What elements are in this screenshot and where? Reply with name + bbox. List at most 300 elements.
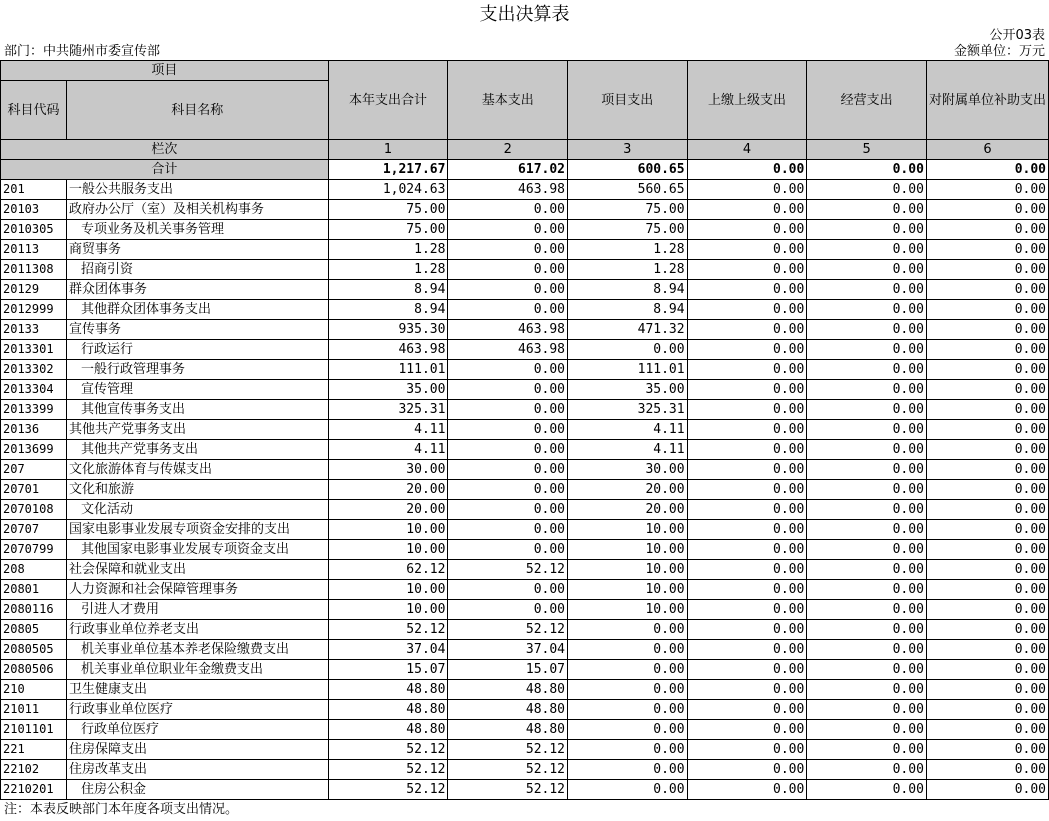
page-title: 支出决算表 [479, 4, 570, 25]
total-value: 0.00 [687, 160, 807, 180]
subject-name: 文化和旅游 [66, 480, 328, 500]
amount-cell: 0.00 [687, 640, 807, 660]
amount-cell: 48.80 [328, 720, 448, 740]
subject-name: 行政单位医疗 [66, 720, 328, 740]
amount-cell: 1.28 [568, 240, 688, 260]
amount-cell: 0.00 [807, 640, 927, 660]
amount-cell: 52.12 [328, 760, 448, 780]
amount-cell: 0.00 [926, 260, 1048, 280]
amount-cell: 0.00 [687, 180, 807, 200]
amount-cell: 0.00 [926, 680, 1048, 700]
column-number: 1 [328, 140, 448, 160]
amount-cell: 0.00 [568, 620, 688, 640]
subject-code: 2013302 [1, 360, 67, 380]
table-row [1, 260, 1049, 280]
amount-cell: 0.00 [687, 560, 807, 580]
subject-code: 2070799 [1, 540, 67, 560]
subject-name: 政府办公厅（室）及相关机构事务 [66, 200, 328, 220]
amount-cell: 0.00 [926, 220, 1048, 240]
amount-cell: 0.00 [448, 420, 568, 440]
amount-cell: 52.12 [448, 760, 568, 780]
amount-cell: 0.00 [448, 520, 568, 540]
amount-cell: 1.28 [328, 260, 448, 280]
amount-cell: 0.00 [807, 540, 927, 560]
table-row [1, 620, 1049, 640]
amount-cell: 0.00 [926, 500, 1048, 520]
table-row [1, 660, 1049, 680]
table-row [1, 220, 1049, 240]
table-row [1, 340, 1049, 360]
amount-cell: 0.00 [568, 660, 688, 680]
subject-name: 机关事业单位基本养老保险缴费支出 [66, 640, 328, 660]
amount-cell: 0.00 [807, 580, 927, 600]
subject-name: 其他宣传事务支出 [66, 400, 328, 420]
amount-cell: 0.00 [926, 180, 1048, 200]
subject-name: 宣传事务 [66, 320, 328, 340]
amount-cell: 0.00 [926, 640, 1048, 660]
amount-cell: 48.80 [448, 720, 568, 740]
amount-cell: 325.31 [328, 400, 448, 420]
amount-cell: 0.00 [926, 560, 1048, 580]
subject-code: 2080505 [1, 640, 67, 660]
subject-name: 人力资源和社会保障管理事务 [66, 580, 328, 600]
amount-cell: 0.00 [568, 700, 688, 720]
amount-cell: 20.00 [568, 480, 688, 500]
amount-cell: 471.32 [568, 320, 688, 340]
amount-cell: 0.00 [807, 260, 927, 280]
table-row [1, 640, 1049, 660]
subject-name: 行政运行 [66, 340, 328, 360]
subject-code: 2013699 [1, 440, 67, 460]
unit-label: 金额单位：万元 [953, 44, 1045, 59]
subject-code: 20133 [1, 320, 67, 340]
amount-cell: 0.00 [926, 200, 1048, 220]
amount-cell: 0.00 [807, 600, 927, 620]
subject-name: 群众团体事务 [66, 280, 328, 300]
amount-cell: 0.00 [926, 540, 1048, 560]
amount-cell: 30.00 [568, 460, 688, 480]
table-row [1, 680, 1049, 700]
amount-cell: 0.00 [448, 600, 568, 620]
amount-cell: 0.00 [687, 780, 807, 800]
amount-cell: 0.00 [568, 680, 688, 700]
table-row [1, 560, 1049, 580]
table-row [1, 300, 1049, 320]
amount-cell: 0.00 [807, 740, 927, 760]
subject-code: 21011 [1, 700, 67, 720]
subject-name: 文化旅游体育与传媒支出 [66, 460, 328, 480]
subject-name: 住房公积金 [66, 780, 328, 800]
table-row [1, 280, 1049, 300]
amount-cell: 75.00 [568, 220, 688, 240]
table-row [1, 440, 1049, 460]
subject-code: 221 [1, 740, 67, 760]
header-col-4: 上缴上级支出 [687, 61, 807, 140]
amount-cell: 0.00 [448, 400, 568, 420]
amount-cell: 0.00 [687, 760, 807, 780]
amount-cell: 0.00 [568, 340, 688, 360]
footnote: 注：本表反映部门本年度各项支出情况。 [4, 802, 239, 817]
amount-cell: 111.01 [568, 360, 688, 380]
department-label: 部门：中共随州市委宣传部 [4, 44, 161, 59]
subject-name: 文化活动 [66, 500, 328, 520]
amount-cell: 0.00 [448, 200, 568, 220]
table-body [1, 61, 1049, 800]
amount-cell: 111.01 [328, 360, 448, 380]
amount-cell: 52.12 [448, 740, 568, 760]
table-row [1, 580, 1049, 600]
amount-cell: 0.00 [926, 620, 1048, 640]
form-number: 公开03表 [989, 28, 1045, 43]
amount-cell: 4.11 [328, 420, 448, 440]
amount-cell: 1,024.63 [328, 180, 448, 200]
amount-cell: 0.00 [448, 460, 568, 480]
subject-code: 20129 [1, 280, 67, 300]
header-col-5: 经营支出 [807, 61, 927, 140]
subject-code: 22102 [1, 760, 67, 780]
subject-name: 引进人才费用 [66, 600, 328, 620]
amount-cell: 0.00 [807, 400, 927, 420]
table-row [1, 480, 1049, 500]
amount-cell: 0.00 [807, 700, 927, 720]
amount-cell: 52.12 [448, 620, 568, 640]
table-row [1, 360, 1049, 380]
amount-cell: 0.00 [687, 440, 807, 460]
header-col-2: 基本支出 [448, 61, 568, 140]
subject-code: 20707 [1, 520, 67, 540]
amount-cell: 0.00 [687, 460, 807, 480]
amount-cell: 52.12 [328, 780, 448, 800]
column-number: 5 [807, 140, 927, 160]
amount-cell: 0.00 [687, 340, 807, 360]
amount-cell: 0.00 [687, 260, 807, 280]
amount-cell: 0.00 [687, 220, 807, 240]
amount-cell: 0.00 [687, 420, 807, 440]
subject-code: 2013399 [1, 400, 67, 420]
table-row [1, 180, 1049, 200]
department-line [0, 44, 1049, 60]
amount-cell: 0.00 [807, 760, 927, 780]
table-row [1, 600, 1049, 620]
amount-cell: 0.00 [926, 400, 1048, 420]
amount-cell: 0.00 [807, 240, 927, 260]
amount-cell: 0.00 [448, 260, 568, 280]
amount-cell: 0.00 [687, 660, 807, 680]
subject-code: 210 [1, 680, 67, 700]
amount-cell: 8.94 [328, 300, 448, 320]
amount-cell: 0.00 [926, 420, 1048, 440]
amount-cell: 35.00 [328, 380, 448, 400]
amount-cell: 0.00 [807, 680, 927, 700]
total-value: 0.00 [926, 160, 1048, 180]
subject-code: 2013301 [1, 340, 67, 360]
amount-cell: 0.00 [926, 320, 1048, 340]
amount-cell: 0.00 [448, 380, 568, 400]
lanci-label: 栏次 [1, 140, 329, 160]
amount-cell: 1.28 [568, 260, 688, 280]
amount-cell: 0.00 [926, 340, 1048, 360]
amount-cell: 20.00 [328, 500, 448, 520]
amount-cell: 0.00 [926, 360, 1048, 380]
amount-cell: 0.00 [807, 560, 927, 580]
subject-code: 20103 [1, 200, 67, 220]
amount-cell: 0.00 [926, 440, 1048, 460]
amount-cell: 48.80 [328, 700, 448, 720]
amount-cell: 0.00 [926, 480, 1048, 500]
amount-cell: 560.65 [568, 180, 688, 200]
expenditure-table [0, 60, 1049, 800]
amount-cell: 0.00 [926, 240, 1048, 260]
amount-cell: 52.12 [448, 780, 568, 800]
amount-cell: 0.00 [807, 520, 927, 540]
amount-cell: 52.12 [328, 620, 448, 640]
amount-cell: 0.00 [448, 440, 568, 460]
amount-cell: 48.80 [448, 680, 568, 700]
subject-code: 20701 [1, 480, 67, 500]
amount-cell: 0.00 [568, 760, 688, 780]
subject-name: 住房改革支出 [66, 760, 328, 780]
amount-cell: 1.28 [328, 240, 448, 260]
amount-cell: 0.00 [807, 480, 927, 500]
table-row [1, 760, 1049, 780]
subject-name: 专项业务及机关事务管理 [66, 220, 328, 240]
subject-name: 其他国家电影事业发展专项资金支出 [66, 540, 328, 560]
amount-cell: 10.00 [328, 540, 448, 560]
subject-code: 2012999 [1, 300, 67, 320]
amount-cell: 0.00 [926, 760, 1048, 780]
subject-code: 2080116 [1, 600, 67, 620]
column-number: 6 [926, 140, 1048, 160]
total-value: 1,217.67 [328, 160, 448, 180]
table-row [1, 780, 1049, 800]
subject-name: 一般行政管理事务 [66, 360, 328, 380]
subject-code: 2070108 [1, 500, 67, 520]
amount-cell: 325.31 [568, 400, 688, 420]
amount-cell: 75.00 [568, 200, 688, 220]
table-row [1, 740, 1049, 760]
amount-cell: 10.00 [328, 520, 448, 540]
subject-name: 其他共产党事务支出 [66, 440, 328, 460]
subject-code: 20801 [1, 580, 67, 600]
table-row [1, 400, 1049, 420]
amount-cell: 10.00 [568, 600, 688, 620]
subject-code: 2101101 [1, 720, 67, 740]
amount-cell: 0.00 [807, 500, 927, 520]
header-item: 项目 [1, 61, 329, 81]
subject-code: 208 [1, 560, 67, 580]
amount-cell: 0.00 [448, 280, 568, 300]
amount-cell: 463.98 [448, 180, 568, 200]
amount-cell: 0.00 [926, 280, 1048, 300]
amount-cell: 0.00 [568, 740, 688, 760]
header-name: 科目名称 [66, 81, 328, 140]
subject-name: 国家电影事业发展专项资金安排的支出 [66, 520, 328, 540]
total-label: 合计 [1, 160, 329, 180]
amount-cell: 75.00 [328, 220, 448, 240]
table-row [1, 460, 1049, 480]
amount-cell: 0.00 [448, 220, 568, 240]
amount-cell: 0.00 [926, 300, 1048, 320]
amount-cell: 37.04 [328, 640, 448, 660]
amount-cell: 8.94 [568, 300, 688, 320]
amount-cell: 0.00 [807, 200, 927, 220]
subject-code: 20136 [1, 420, 67, 440]
total-value: 0.00 [807, 160, 927, 180]
amount-cell: 0.00 [448, 360, 568, 380]
amount-cell: 0.00 [687, 580, 807, 600]
amount-cell: 0.00 [687, 380, 807, 400]
amount-cell: 4.11 [568, 420, 688, 440]
amount-cell: 0.00 [687, 700, 807, 720]
amount-cell: 10.00 [568, 580, 688, 600]
amount-cell: 62.12 [328, 560, 448, 580]
amount-cell: 0.00 [807, 720, 927, 740]
amount-cell: 10.00 [568, 560, 688, 580]
amount-cell: 0.00 [568, 780, 688, 800]
amount-cell: 0.00 [687, 360, 807, 380]
amount-cell: 0.00 [926, 740, 1048, 760]
table-row [1, 200, 1049, 220]
subject-name: 机关事业单位职业年金缴费支出 [66, 660, 328, 680]
header-col-6: 对附属单位补助支出 [926, 61, 1048, 140]
subject-name: 住房保障支出 [66, 740, 328, 760]
amount-cell: 0.00 [807, 180, 927, 200]
amount-cell: 75.00 [328, 200, 448, 220]
amount-cell: 0.00 [687, 680, 807, 700]
amount-cell: 0.00 [926, 700, 1048, 720]
amount-cell: 0.00 [687, 400, 807, 420]
amount-cell: 0.00 [807, 460, 927, 480]
amount-cell: 0.00 [687, 620, 807, 640]
amount-cell: 0.00 [807, 340, 927, 360]
amount-cell: 0.00 [926, 580, 1048, 600]
total-row [1, 160, 1049, 180]
amount-cell: 0.00 [807, 440, 927, 460]
header-code: 科目代码 [1, 81, 67, 140]
subject-name: 卫生健康支出 [66, 680, 328, 700]
table-row [1, 240, 1049, 260]
amount-cell: 0.00 [687, 300, 807, 320]
subject-code: 2210201 [1, 780, 67, 800]
amount-cell: 0.00 [687, 500, 807, 520]
subject-name: 其他群众团体事务支出 [66, 300, 328, 320]
amount-cell: 0.00 [926, 660, 1048, 680]
amount-cell: 15.07 [328, 660, 448, 680]
amount-cell: 0.00 [926, 520, 1048, 540]
subject-code: 2011308 [1, 260, 67, 280]
table-row [1, 380, 1049, 400]
amount-cell: 10.00 [328, 580, 448, 600]
amount-cell: 0.00 [807, 360, 927, 380]
amount-cell: 0.00 [448, 540, 568, 560]
subject-name: 招商引资 [66, 260, 328, 280]
subject-name: 宣传管理 [66, 380, 328, 400]
table-row [1, 700, 1049, 720]
header-col-3: 项目支出 [568, 61, 688, 140]
table-row [1, 500, 1049, 520]
amount-cell: 0.00 [448, 240, 568, 260]
amount-cell: 0.00 [687, 480, 807, 500]
amount-cell: 0.00 [687, 280, 807, 300]
amount-cell: 0.00 [687, 520, 807, 540]
header-col-1: 本年支出合计 [328, 61, 448, 140]
amount-cell: 0.00 [807, 320, 927, 340]
amount-cell: 0.00 [448, 480, 568, 500]
subject-code: 2013304 [1, 380, 67, 400]
amount-cell: 0.00 [568, 720, 688, 740]
amount-cell: 0.00 [687, 600, 807, 620]
amount-cell: 15.07 [448, 660, 568, 680]
amount-cell: 37.04 [448, 640, 568, 660]
amount-cell: 0.00 [568, 640, 688, 660]
amount-cell: 0.00 [807, 380, 927, 400]
amount-cell: 4.11 [568, 440, 688, 460]
subject-name: 一般公共服务支出 [66, 180, 328, 200]
table-row [1, 520, 1049, 540]
subject-code: 207 [1, 460, 67, 480]
column-number: 2 [448, 140, 568, 160]
amount-cell: 463.98 [448, 340, 568, 360]
amount-cell: 52.12 [328, 740, 448, 760]
amount-cell: 8.94 [568, 280, 688, 300]
amount-cell: 0.00 [926, 780, 1048, 800]
column-number: 4 [687, 140, 807, 160]
column-number-row [1, 140, 1049, 160]
amount-cell: 10.00 [328, 600, 448, 620]
subject-name: 行政事业单位养老支出 [66, 620, 328, 640]
table-row [1, 320, 1049, 340]
amount-cell: 4.11 [328, 440, 448, 460]
amount-cell: 10.00 [568, 540, 688, 560]
amount-cell: 463.98 [448, 320, 568, 340]
amount-cell: 0.00 [687, 540, 807, 560]
amount-cell: 0.00 [807, 420, 927, 440]
amount-cell: 20.00 [568, 500, 688, 520]
amount-cell: 0.00 [807, 780, 927, 800]
amount-cell: 0.00 [687, 740, 807, 760]
amount-cell: 463.98 [328, 340, 448, 360]
amount-cell: 8.94 [328, 280, 448, 300]
table-row [1, 720, 1049, 740]
amount-cell: 0.00 [687, 200, 807, 220]
amount-cell: 0.00 [926, 380, 1048, 400]
subject-code: 2010305 [1, 220, 67, 240]
subject-code: 20113 [1, 240, 67, 260]
amount-cell: 0.00 [807, 280, 927, 300]
header-row-1 [1, 61, 1049, 81]
total-value: 600.65 [568, 160, 688, 180]
amount-cell: 30.00 [328, 460, 448, 480]
amount-cell: 48.80 [448, 700, 568, 720]
amount-cell: 0.00 [926, 460, 1048, 480]
amount-cell: 0.00 [687, 720, 807, 740]
total-value: 617.02 [448, 160, 568, 180]
subject-code: 2080506 [1, 660, 67, 680]
amount-cell: 20.00 [328, 480, 448, 500]
amount-cell: 0.00 [687, 320, 807, 340]
subject-code: 20805 [1, 620, 67, 640]
subject-name: 行政事业单位医疗 [66, 700, 328, 720]
amount-cell: 35.00 [568, 380, 688, 400]
subject-name: 其他共产党事务支出 [66, 420, 328, 440]
amount-cell: 0.00 [807, 300, 927, 320]
amount-cell: 0.00 [926, 720, 1048, 740]
amount-cell: 0.00 [448, 500, 568, 520]
amount-cell: 0.00 [687, 240, 807, 260]
amount-cell: 52.12 [448, 560, 568, 580]
table-row [1, 420, 1049, 440]
form-number-line [0, 28, 1049, 44]
